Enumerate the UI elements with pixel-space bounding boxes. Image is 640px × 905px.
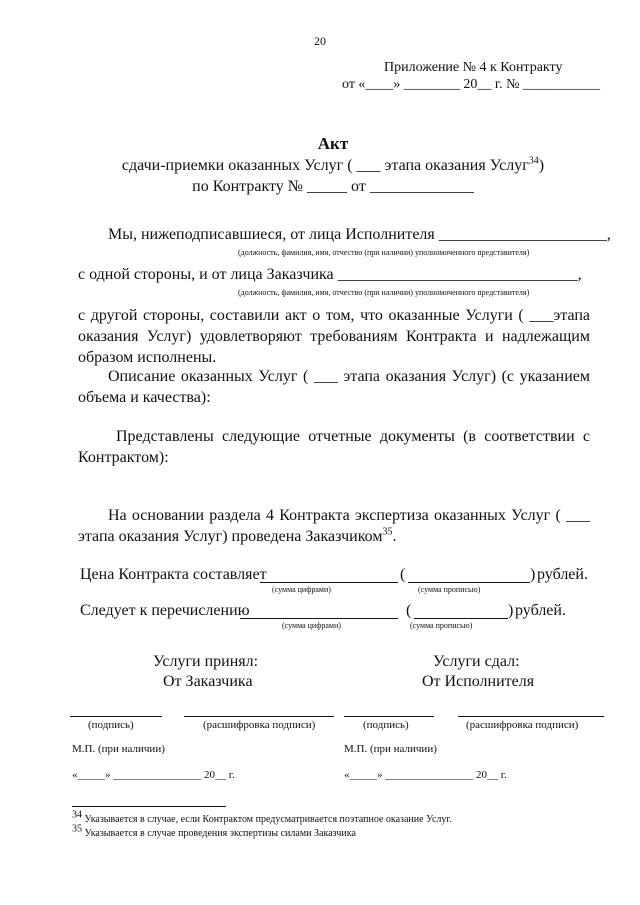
transfer-digits-field <box>240 618 398 619</box>
price-words-caption: (сумма прописью) <box>418 585 481 594</box>
accepted-heading: Услуги принял: <box>153 653 259 670</box>
delivered-party: От Исполнителя <box>422 673 535 690</box>
executor-decode-caption: (расшифровка подписи) <box>466 719 579 731</box>
customer-signature-line <box>70 716 162 717</box>
page-number: 20 <box>314 34 326 48</box>
executor-signature-line <box>344 716 434 717</box>
price-open-paren: ( <box>400 566 406 583</box>
price-digits-field <box>260 582 398 583</box>
price-currency: рублей. <box>537 566 588 583</box>
contract-reference: по Контракту № _____ от _____________ <box>192 178 474 195</box>
transfer-currency: рублей. <box>515 602 566 619</box>
subtitle-text: сдачи-приемки оказанных Услуг ( ___ этапа оказания Услуг <box>121 157 529 174</box>
reporting-documents: Представлены следующие отчетные документы (в соответствии с Контрактом): <box>78 428 590 466</box>
footnote-separator <box>72 806 226 807</box>
footnote-35-mark: 35 <box>72 823 82 835</box>
transfer-words-field <box>414 618 508 619</box>
transfer-digits-caption: (сумма цифрами) <box>282 621 341 630</box>
footnote-ref-35: 35 <box>382 526 393 538</box>
executor-stamp: М.П. (при наличии) <box>344 743 437 755</box>
act-title: Акт <box>317 134 349 153</box>
expertise-period: . <box>392 528 397 545</box>
customer-line: с одной стороны, и от лица Заказчика ______________________________, <box>78 266 582 283</box>
transfer-words-caption: (сумма прописью) <box>410 621 473 630</box>
appendix-date-number: от «____» ________ 20__ г. № ___________ <box>342 77 600 92</box>
footnote-35-text: Указывается в случае проведения экспертизы силами Заказчика <box>84 828 356 839</box>
transfer-open-paren: ( <box>406 602 412 619</box>
footnote-35 <box>72 823 356 839</box>
footnote-ref-34: 34 <box>528 155 539 167</box>
executor-decode-line <box>458 716 604 717</box>
act-subtitle <box>0 157 640 175</box>
price-words-field <box>408 582 530 583</box>
price-digits-caption: (сумма цифрами) <box>272 585 331 594</box>
expertise-text: На основании раздела 4 Контракта экспертиза оказанных Услуг ( ___ этапа оказания Услуг) проведена Заказчиком <box>78 507 590 545</box>
executor-date: «_____» ________________ 20__ г. <box>344 769 507 781</box>
price-close-paren: ) <box>530 566 536 583</box>
customer-date: «_____» ________________ 20__ г. <box>72 769 235 781</box>
footnote-34 <box>72 809 452 825</box>
subtitle-close: ) <box>538 157 545 174</box>
customer-note: (должность, фамилия, имя, отчество (при наличии) уполномоченного представителя) <box>238 288 530 297</box>
services-description: Описание оказанных Услуг ( ___ этапа оказания Услуг) (с указанием объема и качества): <box>78 368 590 406</box>
delivered-heading: Услуги сдал: <box>433 653 520 670</box>
footnote-34-mark: 34 <box>72 809 82 821</box>
expertise-basis <box>78 505 590 547</box>
price-label: Цена Контракта составляет <box>80 566 267 583</box>
appendix-title: Приложение № 4 к Контракту <box>384 60 563 75</box>
transfer-label: Следует к перечислению <box>80 602 250 619</box>
executor-sign-caption: (подпись) <box>363 719 409 731</box>
customer-sign-caption: (подпись) <box>88 719 134 731</box>
customer-decode-line <box>184 716 334 717</box>
footnote-34-text: Указывается в случае, если Контрактом предусматривается поэтапное оказание Услуг. <box>84 814 452 825</box>
transfer-close-paren: ) <box>508 602 514 619</box>
customer-decode-caption: (расшифровка подписи) <box>203 719 316 731</box>
accepted-party: От Заказчика <box>163 673 253 690</box>
acceptance-statement: с другой стороны, составили акт о том, что оказанные Услуги ( ___этапа оказания Услуг) удовлетворяют требованиям Контракта и надлежащим образом исполнены. <box>78 307 590 366</box>
executor-line: Мы, нижеподписавшиеся, от лица Исполнителя _____________________, <box>108 226 611 243</box>
executor-note: (должность, фамилия, имя, отчество (при наличии) уполномоченного представителя) <box>238 248 530 257</box>
customer-stamp: М.П. (при наличии) <box>72 743 165 755</box>
